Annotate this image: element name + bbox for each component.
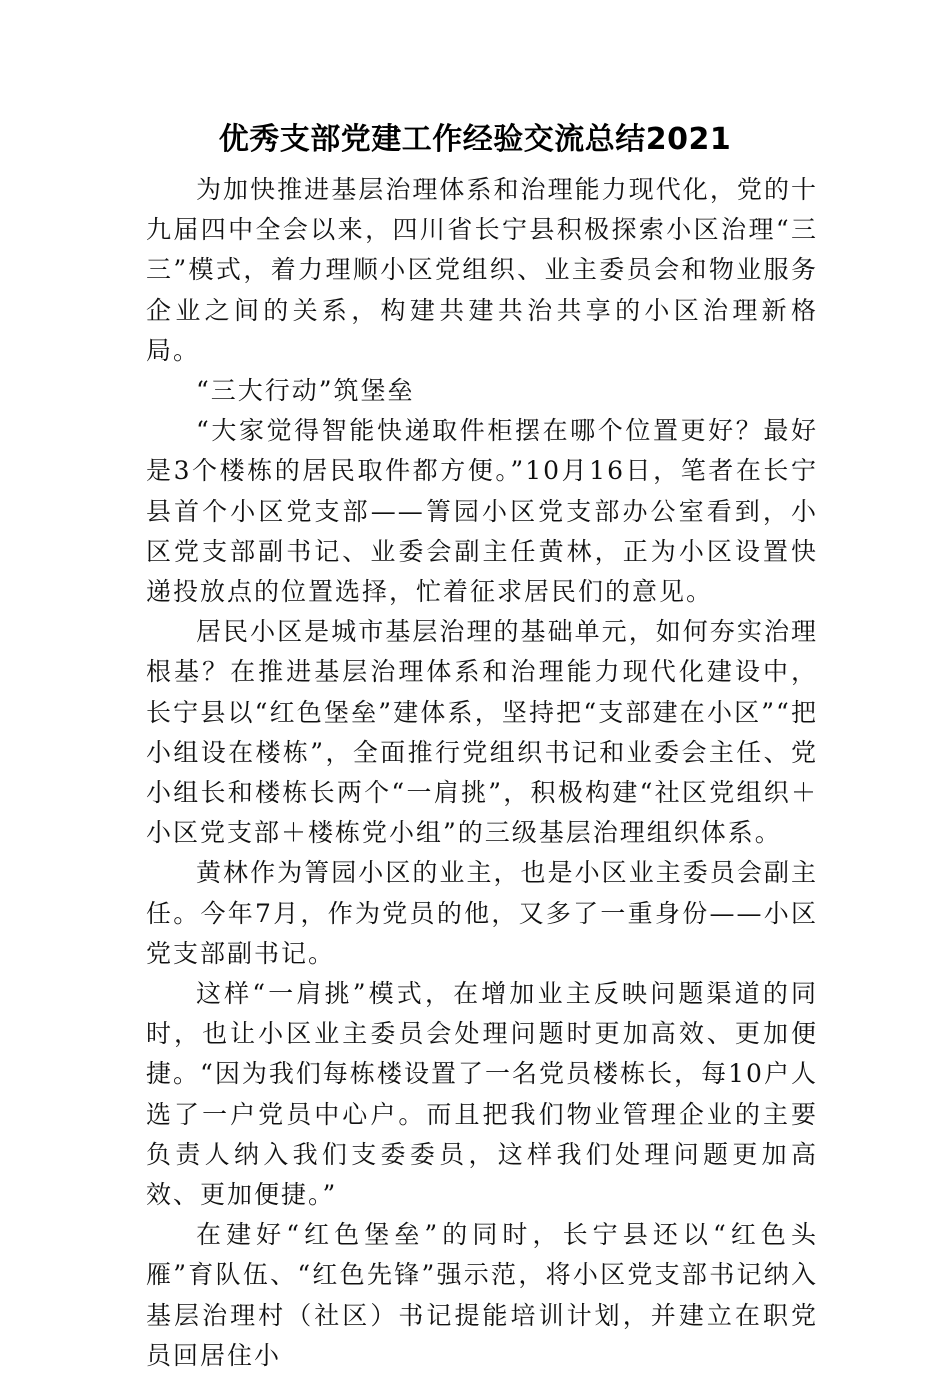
paragraph: 在建好“红色堡垒”的同时，长宁县还以“红色头雁”育队伍、“红色先锋”强示范，将小区党支部书记纳入基层治理村（社区）书记提能培训计划，并建立在职党员回居住小 [146, 1220, 818, 1370]
paragraph: “大家觉得智能快递取件柜摆在哪个位置更好？最好是3个楼栋的居民取件都方便。”10月16日，笔者在长宁县首个小区党支部——箐园小区党支部办公室看到，小区党支部副书记、业委会副主任黄林，正为小区设置快递投放点的位置选择，忙着征求居民们的意见。 [146, 416, 818, 607]
document-title: 优秀支部党建工作经验交流总结2021 [218, 122, 732, 157]
paragraph: 黄林作为箐园小区的业主，也是小区业主委员会副主任。今年7月，作为党员的他，又多了一重身份——小区党支部副书记。 [146, 858, 818, 968]
paragraph: 居民小区是城市基层治理的基础单元，如何夯实治理根基？在推进基层治理体系和治理能力现代化建设中，长宁县以“红色堡垒”建体系，坚持把“支部建在小区”“把小组设在楼栋”，全面推行党组织书记和业委会主任、党小组长和楼栋长两个“一肩挑”，积极构建“社区党组织＋小区党支部＋楼栋党小组”的三级基层治理组织体系。 [146, 617, 818, 848]
paragraph: 为加快推进基层治理体系和治理能力现代化，党的十九届四中全会以来，四川省长宁县积极探索小区治理“三三”模式，着力理顺小区党组织、业主委员会和物业服务企业之间的关系，构建共建共治共享的小区治理新格局。 [146, 175, 818, 365]
paragraph: 这样“一肩挑”模式，在增加业主反映问题渠道的同时，也让小区业主委员会处理问题时更加高效、更加便捷。“因为我们每栋楼设置了一名党员楼栋长，每10户人选了一户党员中心户。而且把我们物业管理企业的主要负责人纳入我们支委委员，这样我们处理问题更加高效、更加便捷。” [146, 979, 818, 1210]
document-body [146, 170, 818, 1376]
section-heading: “三大行动”筑堡垒 [196, 376, 415, 406]
